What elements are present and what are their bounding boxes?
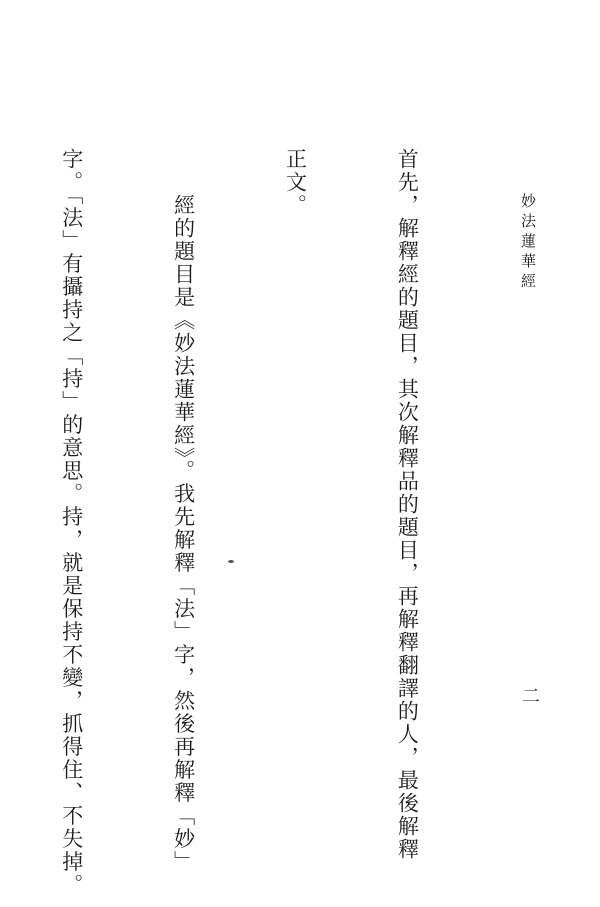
page-number: 二: [522, 686, 540, 707]
running-title: 妙法蓮華經: [519, 193, 537, 293]
text-line: 字。「法」有攝持之「持」的意思。持，就是保持不變，抓得住、不失掉。: [59, 148, 84, 897]
text-line: 經的題目是《妙法蓮華經》。我先解釋「法」字，然後再解釋「妙」: [171, 148, 196, 874]
body-text: [0, 148, 500, 897]
ink-speck: [228, 560, 234, 563]
text-line: 首先，解釋經的題目，其次解釋品的題目，再解釋翻譯的人，最後解釋: [395, 148, 420, 861]
text-line: 正文。: [283, 148, 308, 217]
